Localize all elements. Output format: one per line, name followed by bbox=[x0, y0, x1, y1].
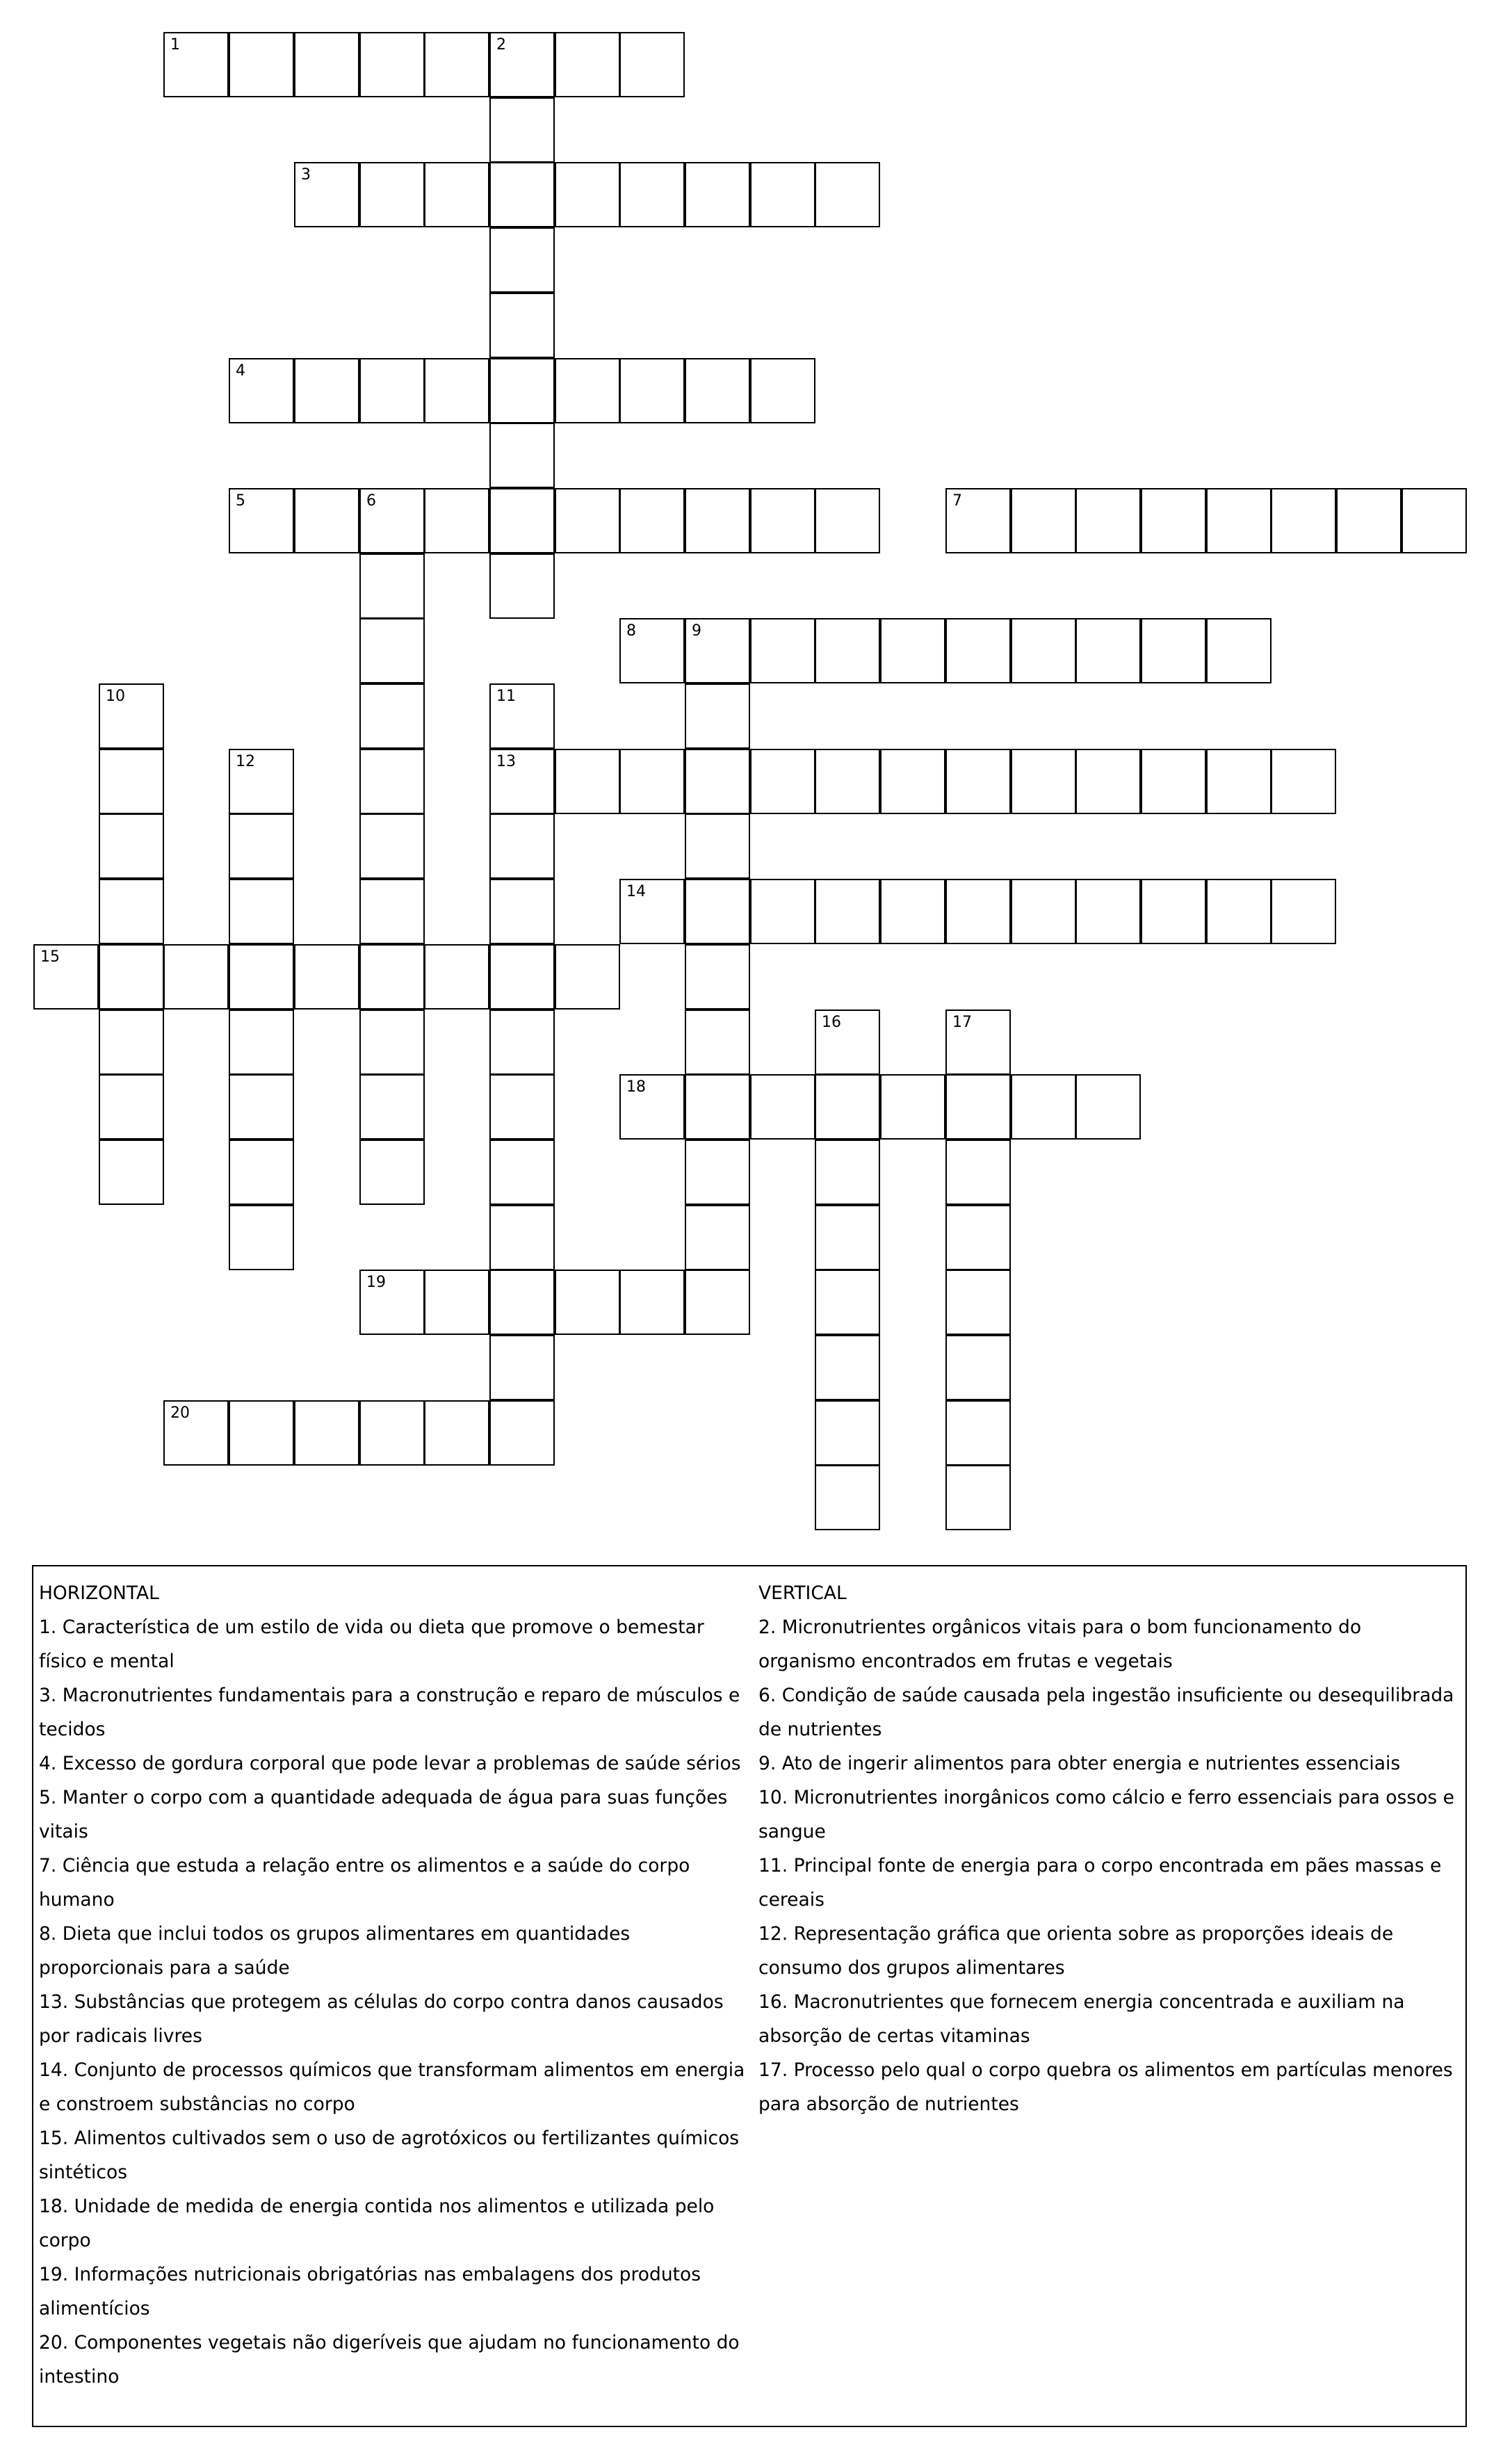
down-clue-list bbox=[758, 1610, 1461, 2121]
grid-cell[interactable] bbox=[945, 1270, 1011, 1335]
clue-number: 18 bbox=[626, 1078, 646, 1096]
grid-cell[interactable] bbox=[489, 1205, 555, 1270]
grid-cell-20[interactable] bbox=[163, 1400, 229, 1466]
clue-line: sangue bbox=[758, 1821, 826, 1842]
grid-cell-11[interactable] bbox=[489, 683, 555, 749]
clue-number: 2 bbox=[496, 36, 506, 54]
grid-cell[interactable] bbox=[99, 813, 164, 879]
grid-cell-1[interactable] bbox=[163, 32, 229, 97]
grid-cell[interactable] bbox=[945, 749, 1011, 814]
grid-cell[interactable] bbox=[945, 1400, 1011, 1466]
grid-cell[interactable] bbox=[229, 944, 294, 1010]
clue-line: sintéticos bbox=[39, 2162, 128, 2183]
grid-cell[interactable] bbox=[1011, 618, 1076, 683]
grid-cell[interactable] bbox=[424, 1270, 489, 1335]
grid-cell[interactable] bbox=[1141, 749, 1206, 814]
clue-number: 1 bbox=[170, 36, 180, 54]
grid-cell[interactable] bbox=[489, 813, 555, 879]
grid-cell[interactable] bbox=[489, 1010, 555, 1075]
clue-line: 12. Representação gráfica que orienta sobre as proporções ideais de bbox=[758, 1923, 1394, 1945]
grid-cell[interactable] bbox=[359, 1074, 425, 1140]
clue-line: 8. Dieta que inclui todos os grupos alimentares em quantidades bbox=[39, 1923, 631, 1945]
grid-cell[interactable] bbox=[619, 162, 685, 227]
grid-cell[interactable] bbox=[1206, 879, 1272, 944]
grid-cell[interactable] bbox=[750, 749, 815, 814]
grid-cell[interactable] bbox=[229, 813, 294, 879]
clue-line: 18. Unidade de medida de energia contida nos alimentos e utilizada pelo bbox=[39, 2196, 715, 2217]
grid-cell[interactable] bbox=[424, 488, 489, 553]
clue-number: 7 bbox=[952, 492, 962, 510]
across-heading: HORIZONTAL bbox=[39, 1582, 159, 1604]
clue-number: 17 bbox=[952, 1014, 972, 1031]
across-clues bbox=[39, 1576, 748, 2394]
grid-cell[interactable] bbox=[229, 1140, 294, 1205]
clue-line: físico e mental bbox=[39, 1651, 174, 1672]
grid-cell[interactable] bbox=[619, 488, 685, 553]
grid-cell[interactable] bbox=[229, 1074, 294, 1140]
clue-number: 6 bbox=[366, 492, 376, 510]
grid-cell[interactable] bbox=[99, 879, 164, 944]
grid-cell[interactable] bbox=[945, 879, 1011, 944]
grid-cell[interactable] bbox=[815, 1205, 880, 1270]
grid-cell[interactable] bbox=[815, 879, 880, 944]
grid-cell[interactable] bbox=[1271, 879, 1336, 944]
grid-cell[interactable] bbox=[750, 358, 815, 423]
clue-line: vitais bbox=[39, 1821, 88, 1842]
clue-line: consumo dos grupos alimentares bbox=[758, 1957, 1065, 1979]
down-clues bbox=[758, 1576, 1461, 2121]
clue-line: absorção de certas vitaminas bbox=[758, 2025, 1030, 2047]
grid-cell[interactable] bbox=[1075, 618, 1141, 683]
grid-cell-8[interactable] bbox=[619, 618, 685, 683]
grid-cell[interactable] bbox=[815, 1074, 880, 1140]
clue-line: proporcionais para a saúde bbox=[39, 1957, 290, 1979]
grid-cell[interactable] bbox=[359, 749, 425, 814]
grid-cell-16[interactable] bbox=[815, 1010, 880, 1075]
grid-cell[interactable] bbox=[1141, 879, 1206, 944]
grid-cell[interactable] bbox=[489, 97, 555, 163]
grid-cell[interactable] bbox=[945, 1205, 1011, 1270]
grid-cell[interactable] bbox=[359, 813, 425, 879]
grid-cell[interactable] bbox=[489, 423, 555, 488]
grid-cell[interactable] bbox=[1271, 749, 1336, 814]
grid-cell[interactable] bbox=[880, 1074, 945, 1140]
grid-cell-17[interactable] bbox=[945, 1010, 1011, 1075]
grid-cell[interactable] bbox=[99, 1140, 164, 1205]
grid-cell[interactable] bbox=[555, 358, 620, 423]
clue-number: 3 bbox=[301, 166, 311, 184]
clue-number: 8 bbox=[626, 622, 636, 640]
grid-cell[interactable] bbox=[815, 1140, 880, 1205]
grid-cell-2[interactable] bbox=[489, 32, 555, 97]
grid-cell[interactable] bbox=[685, 1140, 750, 1205]
grid-cell-12[interactable] bbox=[229, 749, 294, 814]
grid-cell[interactable] bbox=[359, 1400, 425, 1466]
grid-cell[interactable] bbox=[99, 944, 164, 1010]
grid-cell[interactable] bbox=[750, 879, 815, 944]
grid-cell[interactable] bbox=[750, 1074, 815, 1140]
clue-line: 17. Processo pelo qual o corpo quebra os alimentos em partículas menores bbox=[758, 2059, 1453, 2081]
across-clue-list bbox=[39, 1610, 748, 2394]
grid-cell[interactable] bbox=[815, 749, 880, 814]
grid-cell[interactable] bbox=[815, 1335, 880, 1400]
grid-cell[interactable] bbox=[229, 1205, 294, 1270]
clue-number: 11 bbox=[496, 688, 516, 705]
grid-cell[interactable] bbox=[1206, 749, 1272, 814]
grid-cell-13[interactable] bbox=[489, 749, 555, 814]
clue-line: 15. Alimentos cultivados sem o uso de agrotóxicos ou fertilizantes químicos bbox=[39, 2127, 740, 2149]
grid-cell[interactable] bbox=[555, 1270, 620, 1335]
grid-cell[interactable] bbox=[1336, 488, 1402, 553]
grid-cell[interactable] bbox=[99, 1074, 164, 1140]
clue-line: 7. Ciência que estuda a relação entre os alimentos e a saúde do corpo bbox=[39, 1855, 690, 1877]
grid-cell[interactable] bbox=[359, 618, 425, 683]
grid-cell[interactable] bbox=[229, 32, 294, 97]
clue-number: 20 bbox=[170, 1404, 190, 1422]
grid-cell[interactable] bbox=[359, 944, 425, 1010]
grid-cell[interactable] bbox=[945, 1074, 1011, 1140]
grid-cell-3[interactable] bbox=[294, 162, 359, 227]
clue-number: 12 bbox=[236, 753, 255, 770]
grid-cell[interactable] bbox=[685, 813, 750, 879]
clue-line: corpo bbox=[39, 2230, 91, 2251]
grid-cell[interactable] bbox=[815, 618, 880, 683]
clue-number: 5 bbox=[236, 492, 245, 510]
grid-cell[interactable] bbox=[1402, 488, 1467, 553]
grid-cell[interactable] bbox=[489, 358, 555, 423]
grid-cell-6[interactable] bbox=[359, 488, 425, 553]
grid-cell-5[interactable] bbox=[229, 488, 294, 553]
grid-cell[interactable] bbox=[424, 1400, 489, 1466]
grid-cell[interactable] bbox=[815, 162, 880, 227]
clue-line: tecidos bbox=[39, 1719, 106, 1740]
grid-cell-9[interactable] bbox=[685, 618, 750, 683]
grid-cell[interactable] bbox=[555, 488, 620, 553]
clue-line: intestino bbox=[39, 2366, 120, 2388]
grid-cell[interactable] bbox=[685, 488, 750, 553]
grid-cell[interactable] bbox=[359, 32, 425, 97]
grid-cell[interactable] bbox=[489, 1400, 555, 1466]
grid-cell[interactable] bbox=[685, 683, 750, 749]
clue-line: 1. Característica de um estilo de vida ou dieta que promove o bemestar bbox=[39, 1616, 704, 1638]
grid-cell-19[interactable] bbox=[359, 1270, 425, 1335]
clue-line: 11. Principal fonte de energia para o corpo encontrada em pães massas e bbox=[758, 1855, 1442, 1877]
grid-cell[interactable] bbox=[685, 162, 750, 227]
grid-cell[interactable] bbox=[99, 749, 164, 814]
clue-number: 9 bbox=[692, 622, 701, 640]
grid-cell[interactable] bbox=[1011, 488, 1076, 553]
clue-line: 2. Micronutrientes orgânicos vitais para o bom funcionamento do bbox=[758, 1616, 1362, 1638]
grid-cell[interactable] bbox=[815, 1400, 880, 1466]
clue-line: 13. Substâncias que protegem as células do corpo contra danos causados bbox=[39, 1991, 724, 2013]
grid-cell[interactable] bbox=[555, 32, 620, 97]
clue-line: 19. Informações nutricionais obrigatórias nas embalagens dos produtos bbox=[39, 2264, 701, 2285]
grid-cell[interactable] bbox=[1141, 488, 1206, 553]
grid-cell[interactable] bbox=[359, 1010, 425, 1075]
grid-cell[interactable] bbox=[1011, 879, 1076, 944]
grid-cell[interactable] bbox=[1075, 879, 1141, 944]
grid-cell[interactable] bbox=[619, 358, 685, 423]
clue-line: 16. Macronutrientes que fornecem energia concentrada e auxiliam na bbox=[758, 1991, 1405, 2013]
clue-line: de nutrientes bbox=[758, 1719, 882, 1740]
grid-cell[interactable] bbox=[294, 944, 359, 1010]
grid-cell[interactable] bbox=[294, 488, 359, 553]
clue-line: 6. Condição de saúde causada pela ingestão insuficiente ou desequilibrada bbox=[758, 1685, 1454, 1706]
clue-number: 13 bbox=[496, 753, 516, 770]
clue-number: 14 bbox=[626, 883, 646, 900]
grid-cell[interactable] bbox=[229, 879, 294, 944]
clue-number: 16 bbox=[822, 1014, 841, 1031]
grid-cell[interactable] bbox=[424, 162, 489, 227]
grid-cell[interactable] bbox=[1011, 1074, 1076, 1140]
grid-cell[interactable] bbox=[1206, 488, 1272, 553]
grid-cell[interactable] bbox=[945, 618, 1011, 683]
grid-cell-14[interactable] bbox=[619, 879, 685, 944]
grid-cell[interactable] bbox=[359, 553, 425, 619]
grid-cell[interactable] bbox=[359, 879, 425, 944]
grid-cell[interactable] bbox=[685, 1205, 750, 1270]
grid-cell[interactable] bbox=[685, 749, 750, 814]
grid-cell[interactable] bbox=[1271, 488, 1336, 553]
grid-cell[interactable] bbox=[359, 162, 425, 227]
grid-cell[interactable] bbox=[489, 1270, 555, 1335]
grid-cell[interactable] bbox=[555, 162, 620, 227]
grid-cell[interactable] bbox=[685, 879, 750, 944]
grid-cell[interactable] bbox=[815, 488, 880, 553]
grid-cell[interactable] bbox=[163, 944, 229, 1010]
clue-line: e constroem substâncias no corpo bbox=[39, 2093, 355, 2115]
grid-cell[interactable] bbox=[555, 944, 620, 1010]
grid-cell[interactable] bbox=[685, 1270, 750, 1335]
grid-cell[interactable] bbox=[1141, 618, 1206, 683]
clue-line: 9. Ato de ingerir alimentos para obter energia e nutrientes essenciais bbox=[758, 1753, 1401, 1774]
clue-line: por radicais livres bbox=[39, 2025, 202, 2047]
grid-cell[interactable] bbox=[750, 488, 815, 553]
grid-cell[interactable] bbox=[99, 1010, 164, 1075]
grid-cell[interactable] bbox=[880, 749, 945, 814]
grid-cell[interactable] bbox=[489, 1335, 555, 1400]
clue-number: 15 bbox=[40, 948, 60, 966]
grid-cell[interactable] bbox=[945, 1465, 1011, 1530]
grid-cell[interactable] bbox=[815, 1465, 880, 1530]
grid-cell[interactable] bbox=[619, 749, 685, 814]
grid-cell-18[interactable] bbox=[619, 1074, 685, 1140]
grid-cell[interactable] bbox=[750, 162, 815, 227]
grid-cell[interactable] bbox=[1075, 488, 1141, 553]
grid-cell[interactable] bbox=[489, 162, 555, 227]
clue-line: para absorção de nutrientes bbox=[758, 2093, 1019, 2115]
grid-cell[interactable] bbox=[229, 1400, 294, 1466]
grid-cell[interactable] bbox=[359, 683, 425, 749]
grid-cell[interactable] bbox=[294, 358, 359, 423]
clue-line: 14. Conjunto de processos químicos que transformam alimentos em energia bbox=[39, 2059, 745, 2081]
grid-cell[interactable] bbox=[945, 1335, 1011, 1400]
clue-number: 10 bbox=[106, 688, 125, 705]
down-heading: VERTICAL bbox=[758, 1582, 847, 1604]
grid-cell[interactable] bbox=[359, 358, 425, 423]
clue-line: 5. Manter o corpo com a quantidade adequada de água para suas funções bbox=[39, 1787, 728, 1808]
clue-line: humano bbox=[39, 1889, 115, 1911]
grid-cell-7[interactable] bbox=[945, 488, 1011, 553]
grid-cell[interactable] bbox=[880, 879, 945, 944]
grid-cell[interactable] bbox=[815, 1270, 880, 1335]
clue-line: organismo encontrados em frutas e vegetais bbox=[758, 1651, 1173, 1672]
clues-panel bbox=[32, 1565, 1467, 2427]
grid-cell[interactable] bbox=[1206, 618, 1272, 683]
clue-line: 4. Excesso de gordura corporal que pode levar a problemas de saúde sérios bbox=[39, 1753, 741, 1774]
clue-number: 4 bbox=[236, 362, 245, 380]
grid-cell[interactable] bbox=[555, 749, 620, 814]
grid-cell[interactable] bbox=[619, 1270, 685, 1335]
grid-cell[interactable] bbox=[1075, 749, 1141, 814]
grid-cell-4[interactable] bbox=[229, 358, 294, 423]
grid-cell[interactable] bbox=[359, 1140, 425, 1205]
grid-cell[interactable] bbox=[1075, 1074, 1141, 1140]
clue-line: 3. Macronutrientes fundamentais para a construção e reparo de músculos e bbox=[39, 1685, 740, 1706]
grid-cell[interactable] bbox=[685, 1010, 750, 1075]
grid-cell[interactable] bbox=[945, 1140, 1011, 1205]
grid-cell[interactable] bbox=[489, 1074, 555, 1140]
grid-cell[interactable] bbox=[294, 32, 359, 97]
grid-cell[interactable] bbox=[685, 1074, 750, 1140]
grid-cell-15[interactable] bbox=[33, 944, 99, 1010]
grid-cell[interactable] bbox=[424, 944, 489, 1010]
grid-cell[interactable] bbox=[489, 879, 555, 944]
clue-line: 20. Componentes vegetais não digeríveis que ajudam no funcionamento do bbox=[39, 2332, 740, 2353]
clue-number: 19 bbox=[366, 1274, 386, 1291]
grid-cell[interactable] bbox=[685, 358, 750, 423]
clue-line: cereais bbox=[758, 1889, 824, 1911]
grid-cell[interactable] bbox=[619, 32, 685, 97]
grid-cell[interactable] bbox=[424, 358, 489, 423]
grid-cell[interactable] bbox=[294, 1400, 359, 1466]
grid-cell[interactable] bbox=[685, 944, 750, 1010]
clue-line: alimentícios bbox=[39, 2298, 150, 2319]
grid-cell[interactable] bbox=[489, 944, 555, 1010]
grid-cell[interactable] bbox=[489, 488, 555, 553]
grid-cell[interactable] bbox=[424, 32, 489, 97]
grid-cell[interactable] bbox=[229, 1010, 294, 1075]
grid-cell[interactable] bbox=[489, 293, 555, 358]
grid-cell[interactable] bbox=[489, 227, 555, 293]
clue-line: 10. Micronutrientes inorgânicos como cálcio e ferro essenciais para ossos e bbox=[758, 1787, 1454, 1808]
grid-cell[interactable] bbox=[489, 553, 555, 619]
grid-cell[interactable] bbox=[750, 618, 815, 683]
grid-cell-10[interactable] bbox=[99, 683, 164, 749]
grid-cell[interactable] bbox=[880, 618, 945, 683]
grid-cell[interactable] bbox=[1011, 749, 1076, 814]
grid-cell[interactable] bbox=[489, 1140, 555, 1205]
